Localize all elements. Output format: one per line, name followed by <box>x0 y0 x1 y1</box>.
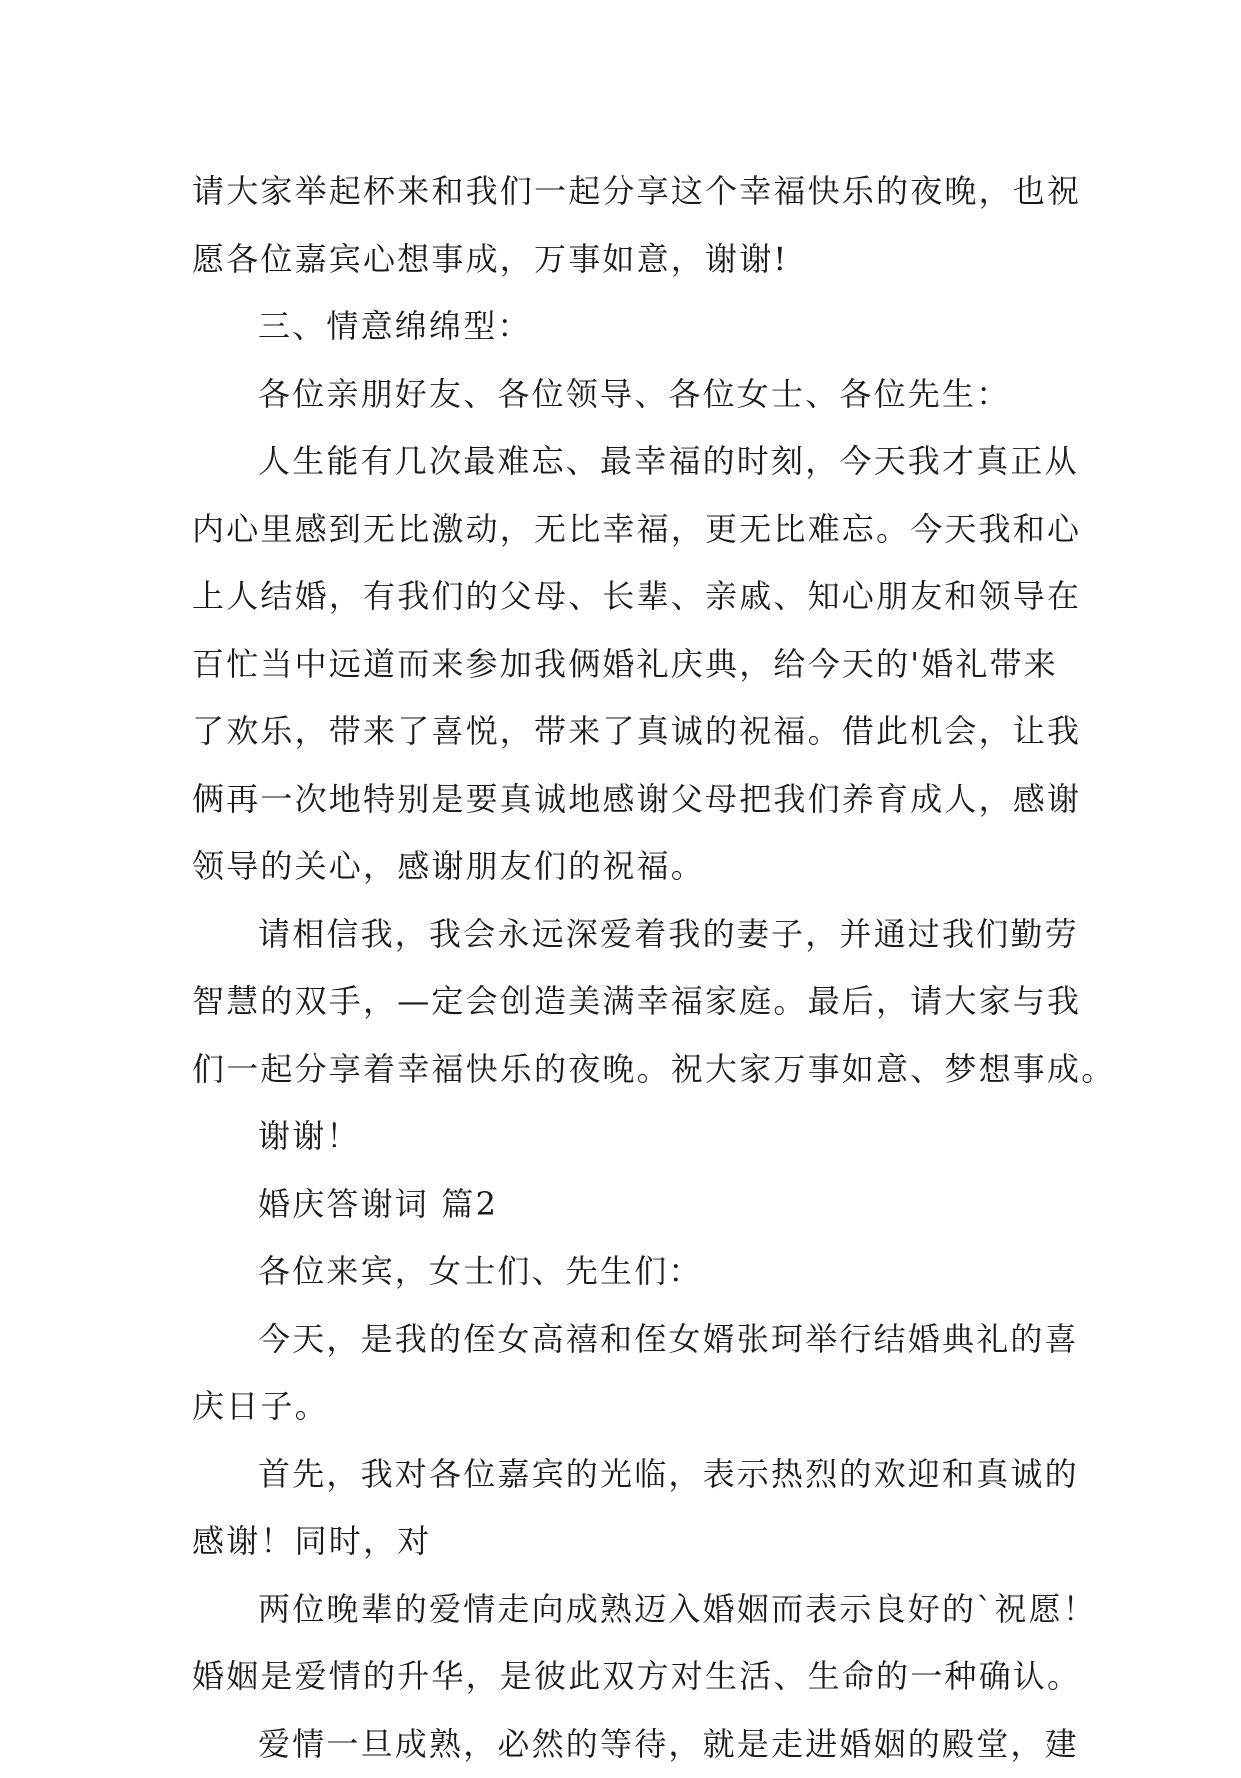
text-line: 婚姻是爱情的升华，是彼此双方对生活、生命的一种确认。 <box>192 1643 1062 1711</box>
text-line: 智慧的双手，—定会创造美满幸福家庭。最后，请大家与我 <box>192 968 1062 1036</box>
text-line: 谢谢！ <box>192 1103 1062 1171</box>
text-line: 们一起分享着幸福快乐的夜晚。祝大家万事如意、梦想事成。 <box>192 1036 1062 1104</box>
text-line: 俩再一次地特别是要真诚地感谢父母把我们养育成人，感谢 <box>192 766 1062 834</box>
text-line: 庆日子。 <box>192 1373 1062 1441</box>
text-line: 了欢乐，带来了喜悦，带来了真诚的祝福。借此机会，让我 <box>192 698 1062 766</box>
text-line: 感谢！同时，对 <box>192 1508 1062 1576</box>
salutation: 各位来宾，女士们、先生们： <box>192 1238 1062 1306</box>
text-line: 人生能有几次最难忘、最幸福的时刻，今天我才真正从 <box>192 428 1062 496</box>
text-line: 内心里感到无比激动，无比幸福，更无比难忘。今天我和心 <box>192 496 1062 564</box>
text-line: 请相信我，我会永远深爱着我的妻子，并通过我们勤劳 <box>192 901 1062 969</box>
salutation: 各位亲朋好友、各位领导、各位女士、各位先生： <box>192 361 1062 429</box>
text-line: 上人结婚，有我们的父母、长辈、亲戚、知心朋友和领导在 <box>192 563 1062 631</box>
text-line: 今天，是我的侄女高禧和侄女婿张珂举行结婚典礼的喜 <box>192 1306 1062 1374</box>
text-line: 领导的关心，感谢朋友们的祝福。 <box>192 833 1062 901</box>
text-line: 爱情一旦成熟，必然的等待，就是走进婚姻的殿堂，建 <box>192 1711 1062 1778</box>
text-line: 请大家举起杯来和我们一起分享这个幸福快乐的夜晚，也祝 <box>192 158 1062 226</box>
text-line: 百忙当中远道而来参加我俩婚礼庆典，给今天的'婚礼带来 <box>192 631 1062 699</box>
section-heading: 三、情意绵绵型： <box>192 293 1062 361</box>
document-body <box>192 158 1062 1778</box>
section-heading: 婚庆答谢词 篇2 <box>192 1171 1062 1239</box>
text-line: 愿各位嘉宾心想事成，万事如意，谢谢! <box>192 226 1062 294</box>
text-line: 两位晚辈的爱情走向成熟迈入婚姻而表示良好的`祝愿！ <box>192 1576 1062 1644</box>
text-line: 首先，我对各位嘉宾的光临，表示热烈的欢迎和真诚的 <box>192 1441 1062 1509</box>
